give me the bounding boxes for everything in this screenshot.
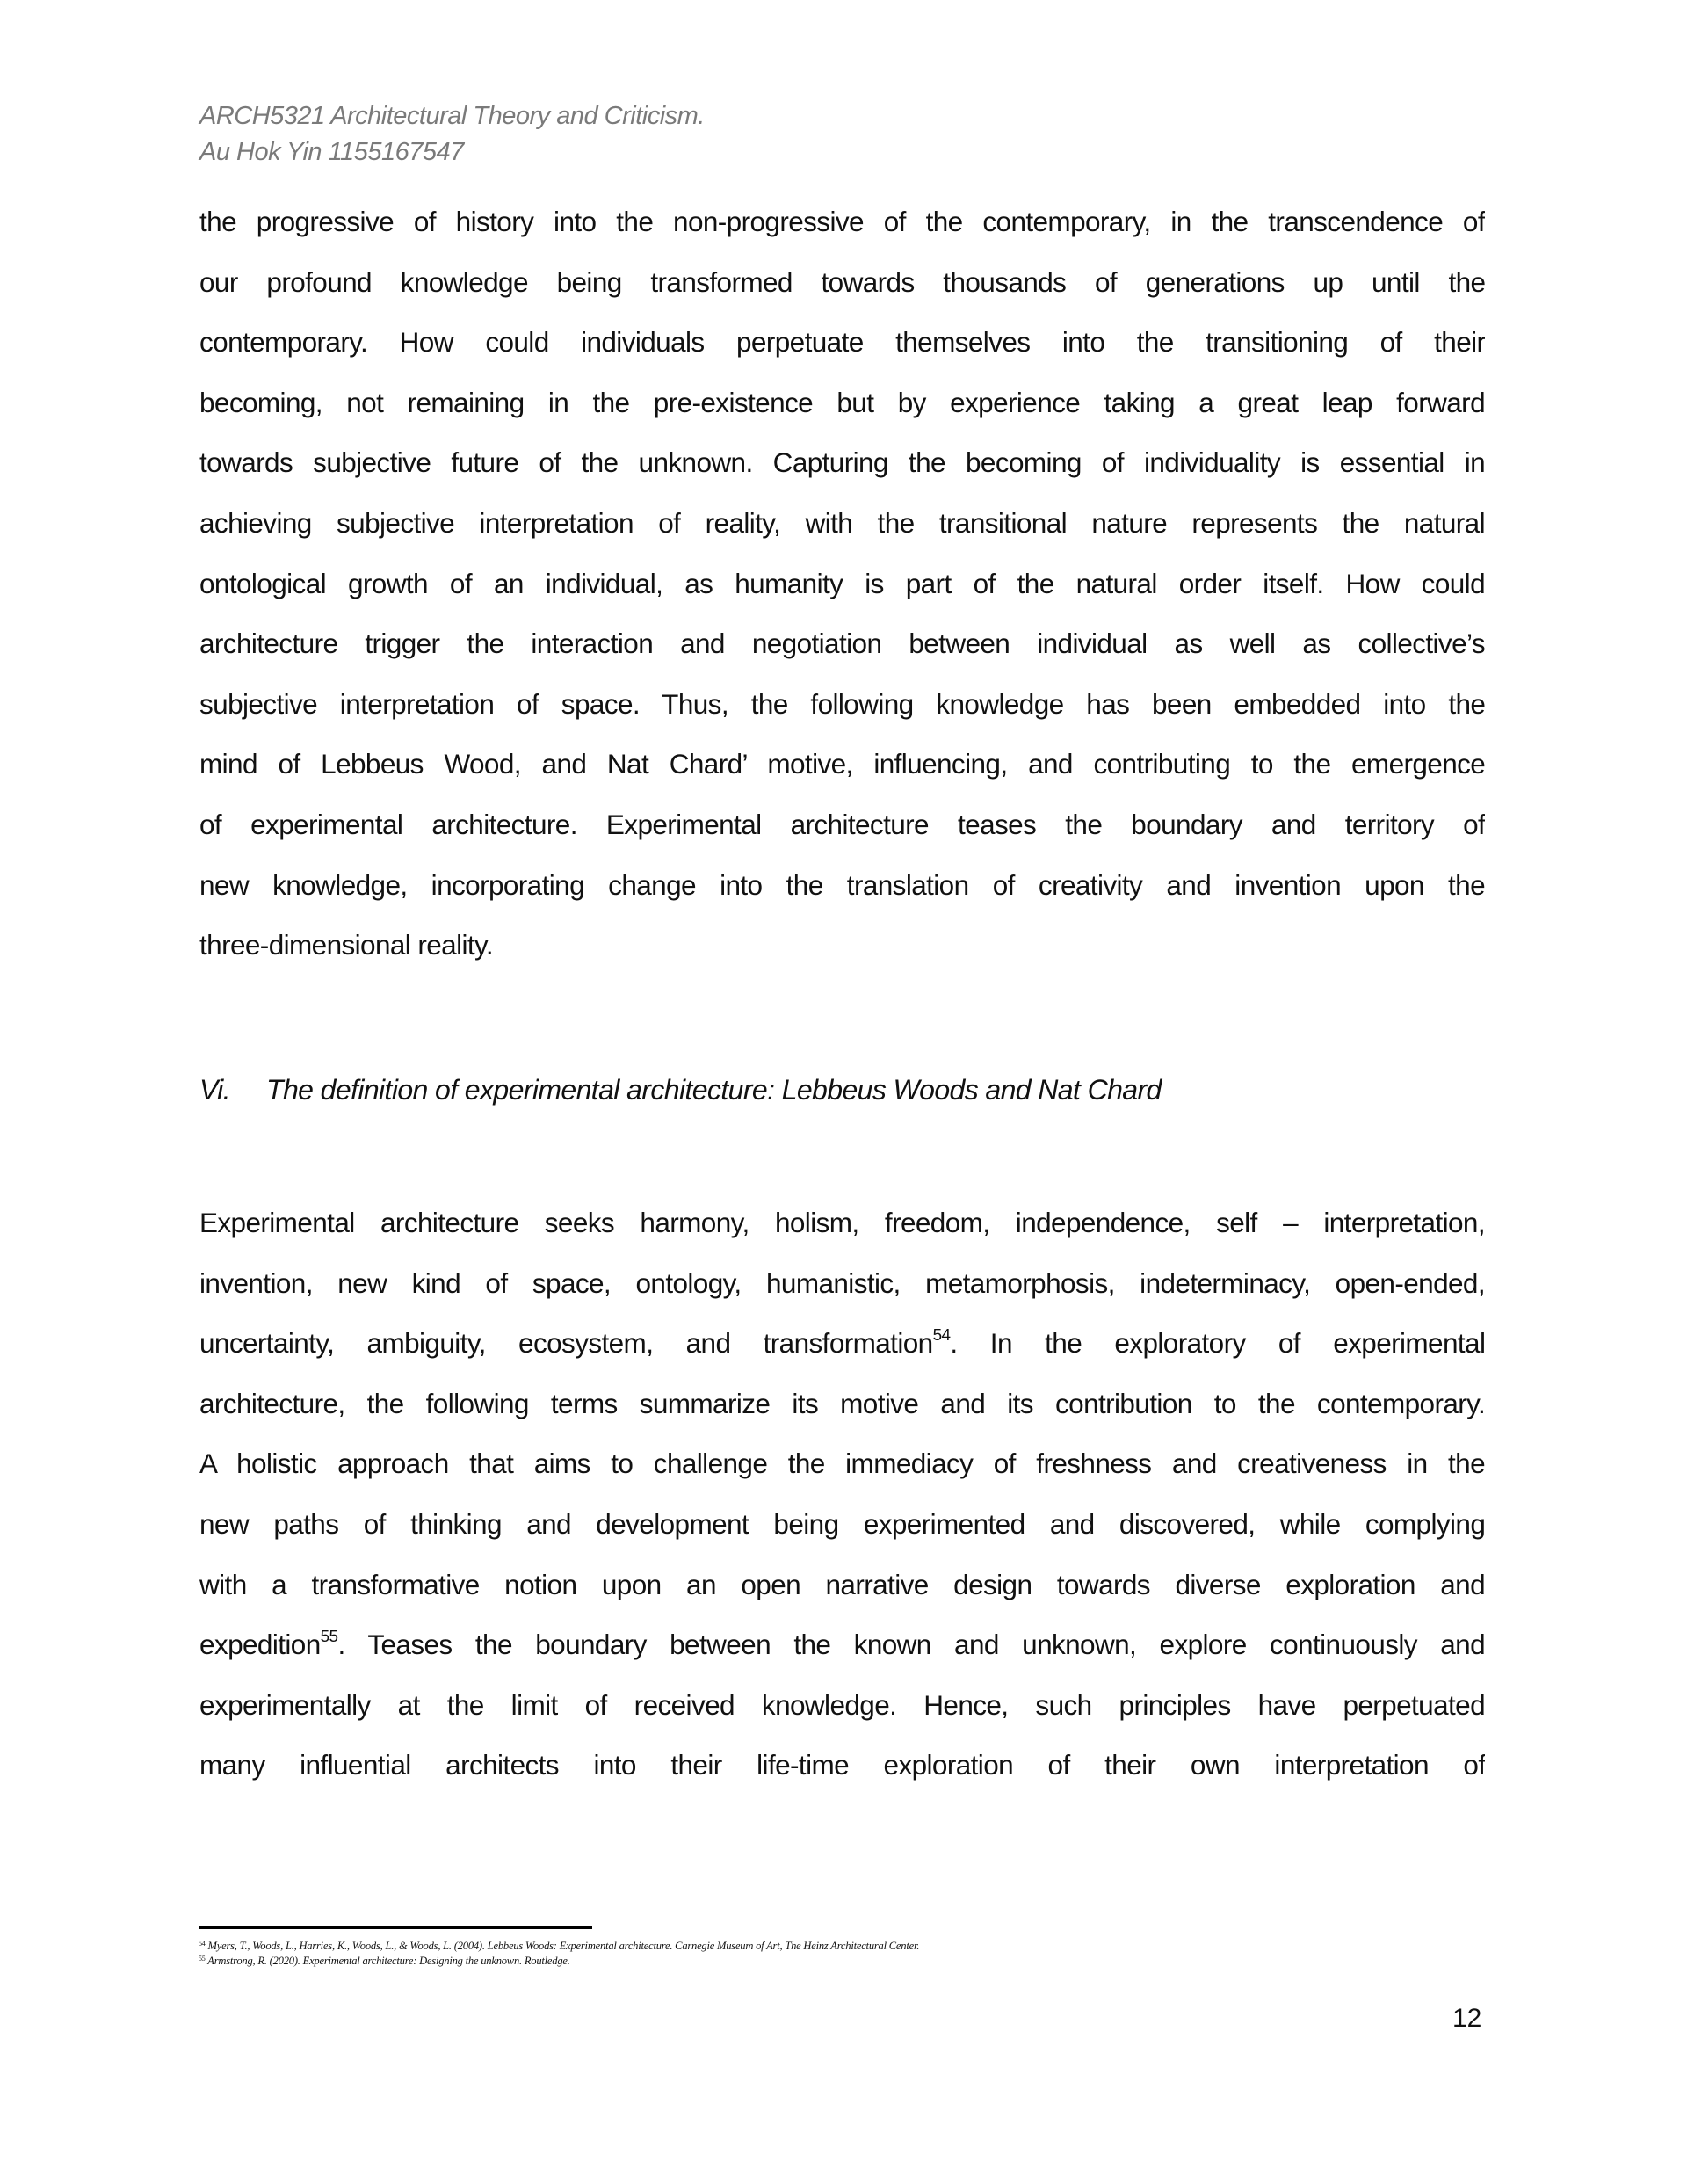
header-course-title: ARCH5321 Architectural Theory and Criticism. [199,102,705,130]
text-line: towards subjective future of the unknown. Capturing the becoming of individuality is essential in [199,446,1485,479]
section-title: The definition of experimental architecture: Lebbeus Woods and Nat Chard [266,1074,1162,1106]
text-line [199,1614,1485,1675]
footnote-separator [199,1926,592,1929]
footnote-text: Myers, T., Woods, L., Harries, K., Woods, L., & Woods, L. (2004). Lebbeus Woods: Experimental architecture. Carnegie Museum of Art, The Heinz Architectural Center. [205,1940,920,1952]
text-line: achieving subjective interpretation of reality, with the transitional nature represents the natural [199,506,1485,539]
text-line: invention, new kind of space, ontology, humanistic, metamorphosis, indeterminacy, open-ended, [199,1266,1485,1299]
footnote-number: 55 [199,1955,206,1963]
footnotes [199,1939,919,1969]
section-heading [199,1063,1162,1116]
text-line: many influential architects into their life-time exploration of their own interpretation of [199,1749,1485,1781]
footnote-ref-54[interactable]: 54 [932,1326,951,1346]
paragraph-continuation [199,192,1485,976]
footnote-54 [199,1939,919,1954]
line-text: . Teases the boundary between the known and unknown, explore continuously and [337,1629,1485,1661]
section-number: Vi. [199,1074,230,1106]
text-line: new knowledge, incorporating change into the translation of creativity and invention upon the [199,868,1485,901]
text-line: the progressive of history into the non-progressive of the contemporary, in the transcendence of [199,206,1485,237]
paragraph-definition [199,1193,1485,1796]
text-line: Experimental architecture seeks harmony, holism, freedom, independence, self – interpretation, [199,1207,1485,1238]
text-line: experimentally at the limit of received knowledge. Hence, such principles have perpetuated [199,1688,1485,1721]
footnote-ref-55[interactable]: 55 [320,1627,338,1646]
text-line: with a transformative notion upon an open narrative design towards diverse exploration and [199,1568,1485,1600]
footnote-55 [199,1954,919,1969]
text-line: architecture trigger the interaction and negotiation between individual as well as collective’s [199,628,1485,660]
line-text: uncertainty, ambiguity, ecosystem, and transformation [199,1327,933,1360]
text-line: A holistic approach that aims to challenge the immediacy of freshness and creativeness in the [199,1448,1485,1480]
footnote-number: 54 [199,1940,206,1948]
text-line: of experimental architecture. Experimental architecture teases the boundary and territory of [199,808,1485,840]
text-line: becoming, not remaining in the pre-existence but by experience taking a great leap forward [199,386,1485,418]
page-number: 12 [1452,2004,1482,2033]
text-line: our profound knowledge being transformed towards thousands of generations up until the [199,265,1485,298]
text-line: new paths of thinking and development being experimented and discovered, while complying [199,1507,1485,1540]
text-line: ontological growth of an individual, as humanity is part of the natural order itself. How could [199,567,1485,599]
running-header [199,98,705,171]
line-text: expedition [199,1629,321,1661]
text-line: mind of Lebbeus Wood, and Nat Chard’ motive, influencing, and contributing to the emergence [199,748,1485,780]
header-author-id: Au Hok Yin 1155167547 [199,138,464,166]
footnote-text: Armstrong, R. (2020). Experimental architecture: Designing the unknown. Routledge. [205,1955,570,1967]
text-line: three-dimensional reality. [199,929,493,961]
text-line: contemporary. How could individuals perpetuate themselves into the transitioning of their [199,326,1485,359]
text-line: architecture, the following terms summarize its motive and its contribution to the contemporary. [199,1387,1485,1419]
text-line: subjective interpretation of space. Thus, the following knowledge has been embedded into the [199,687,1485,720]
line-text: . In the exploratory of experimental [950,1327,1485,1360]
text-line [199,1313,1485,1374]
